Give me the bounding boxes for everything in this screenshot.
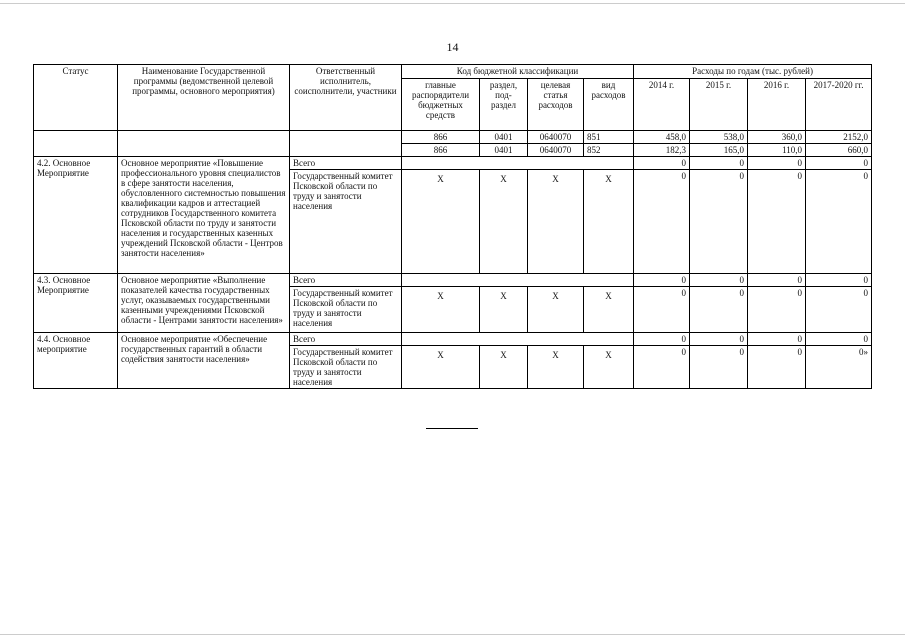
table-row xyxy=(34,333,872,346)
grbs-cell: 866 xyxy=(402,144,480,157)
grbs-cell: X xyxy=(402,346,480,389)
section-cell: 0401 xyxy=(480,144,528,157)
value-2015: 538,0 xyxy=(690,131,748,144)
header-status: Статус xyxy=(34,65,118,131)
total-2017-2020: 0 xyxy=(806,333,872,346)
value-2016: 0 xyxy=(748,287,806,333)
codes-empty xyxy=(402,157,634,170)
status-cell: 4.3. Основное Мероприятие xyxy=(34,274,118,333)
total-2017-2020: 0 xyxy=(806,157,872,170)
header-budget-code: Код бюджетной классификации xyxy=(402,65,634,79)
value-2016: 0 xyxy=(748,346,806,389)
type-cell: 851 xyxy=(584,131,634,144)
total-2016: 0 xyxy=(748,333,806,346)
header-year-2015: 2015 г. xyxy=(690,79,748,131)
total-2014: 0 xyxy=(634,157,690,170)
value-2015: 165,0 xyxy=(690,144,748,157)
total-label: Всего xyxy=(290,157,402,170)
executor-cell: Государственный комитет Псковской области по труду и занятости населения xyxy=(290,346,402,389)
executor-cell: Государственный комитет Псковской области по труду и занятости населения xyxy=(290,170,402,274)
header-year-2017-2020: 2017-2020 гг. xyxy=(806,79,872,131)
value-2017-2020: 2152,0 xyxy=(806,131,872,144)
type-cell: 852 xyxy=(584,144,634,157)
article-cell: X xyxy=(528,170,584,274)
header-section: раздел, под-раздел xyxy=(480,79,528,131)
header-expense-type: вид расходов xyxy=(584,79,634,131)
type-cell: X xyxy=(584,287,634,333)
total-2016: 0 xyxy=(748,274,806,287)
scan-artifact-bottom xyxy=(0,634,905,635)
program-name-cell: Основное мероприятие «Повышение профессионального уровня специалистов в сфере занятости населения, обусловленного системностью повышения квалификации кадров и аттестацией сотрудников Государственного комитета Псковской области по труду и занятости населения и государственных казенных учреждений Псковской области - Центров занятости населения» xyxy=(118,157,290,274)
codes-empty xyxy=(402,333,634,346)
section-cell: X xyxy=(480,346,528,389)
value-2015: 0 xyxy=(690,170,748,274)
program-cell-empty xyxy=(118,131,290,157)
type-cell: X xyxy=(584,170,634,274)
value-2014: 0 xyxy=(634,346,690,389)
value-2016: 0 xyxy=(748,170,806,274)
grbs-cell: X xyxy=(402,170,480,274)
value-2017-2020: 0 xyxy=(806,170,872,274)
article-cell: X xyxy=(528,287,584,333)
value-2015: 0 xyxy=(690,287,748,333)
value-2017-2020: 660,0 xyxy=(806,144,872,157)
total-2014: 0 xyxy=(634,274,690,287)
total-2015: 0 xyxy=(690,274,748,287)
executor-cell: Государственный комитет Псковской области по труду и занятости населения xyxy=(290,287,402,333)
total-2015: 0 xyxy=(690,157,748,170)
value-2015: 0 xyxy=(690,346,748,389)
program-name-cell: Основное мероприятие «Выполнение показателей качества государственных услуг, оказываемых государственными казенными учреждениями Псковской области - Центрами занятости населения» xyxy=(118,274,290,333)
table-row xyxy=(34,274,872,287)
header-year-2016: 2016 г. xyxy=(748,79,806,131)
status-cell-empty xyxy=(34,131,118,157)
article-cell: 0640070 xyxy=(528,144,584,157)
header-year-2014: 2014 г. xyxy=(634,79,690,131)
total-label: Всего xyxy=(290,333,402,346)
header-program: Наименование Государственной программы (ведомственной целевой программы, основного мероприятия) xyxy=(118,65,290,131)
value-2017-2020: 0» xyxy=(806,346,872,389)
codes-empty xyxy=(402,274,634,287)
total-label: Всего xyxy=(290,274,402,287)
grbs-cell: 866 xyxy=(402,131,480,144)
table-row xyxy=(34,131,872,144)
grbs-cell: X xyxy=(402,287,480,333)
page-number: 14 xyxy=(446,40,459,54)
status-cell: 4.2. Основное Мероприятие xyxy=(34,157,118,274)
value-2014: 458,0 xyxy=(634,131,690,144)
value-2017-2020: 0 xyxy=(806,287,872,333)
total-2017-2020: 0 xyxy=(806,274,872,287)
value-2014: 0 xyxy=(634,170,690,274)
header-grbs: главные распорядители бюджетных средств xyxy=(402,79,480,131)
total-2014: 0 xyxy=(634,333,690,346)
header-executor: Ответственный исполнитель, соисполнители, участники xyxy=(290,65,402,131)
section-cell: 0401 xyxy=(480,131,528,144)
section-cell: X xyxy=(480,287,528,333)
header-target-article: целевая статья расходов xyxy=(528,79,584,131)
value-2016: 360,0 xyxy=(748,131,806,144)
executor-cell-empty xyxy=(290,131,402,157)
scan-artifact-top xyxy=(0,3,905,4)
status-cell: 4.4. Основное мероприятие xyxy=(34,333,118,389)
total-2015: 0 xyxy=(690,333,748,346)
value-2016: 110,0 xyxy=(748,144,806,157)
budget-table xyxy=(33,64,872,389)
value-2014: 0 xyxy=(634,287,690,333)
total-2016: 0 xyxy=(748,157,806,170)
program-name-cell: Основное мероприятие «Обеспечение государственных гарантий в области содействия занятости населения» xyxy=(118,333,290,389)
bottom-rule xyxy=(426,428,478,429)
value-2014: 182,3 xyxy=(634,144,690,157)
section-cell: X xyxy=(480,170,528,274)
article-cell: X xyxy=(528,346,584,389)
article-cell: 0640070 xyxy=(528,131,584,144)
header-expenses: Расходы по годам (тыс. рублей) xyxy=(634,65,872,79)
table-row xyxy=(34,157,872,170)
type-cell: X xyxy=(584,346,634,389)
